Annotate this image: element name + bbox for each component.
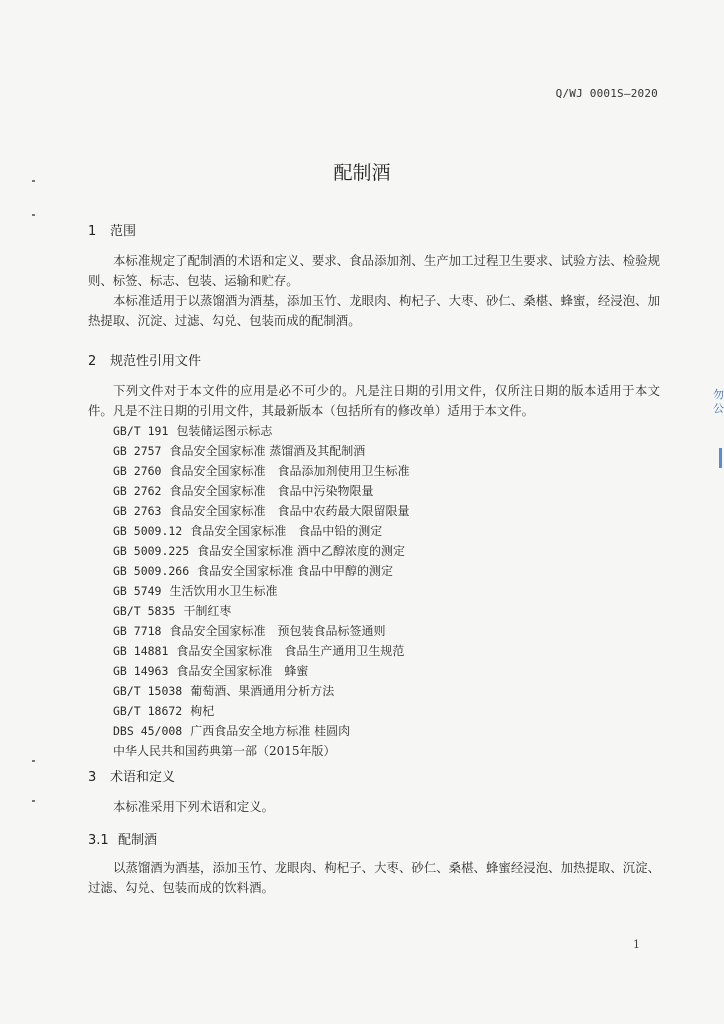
reference-code: GB 14881 <box>113 644 169 658</box>
reference-code: GB/T 18672 <box>113 704 183 718</box>
list-item <box>113 501 409 521</box>
reference-title: 食品安全国家标准 蒸馏酒及其配制酒 <box>169 444 366 458</box>
seal-stamp-fragment: 勿公 <box>713 388 724 415</box>
seal-stamp-mark <box>719 448 722 468</box>
list-item <box>113 701 409 721</box>
reference-code: GB/T 15038 <box>113 684 183 698</box>
reference-list <box>113 421 409 761</box>
reference-title: 食品安全国家标准 蜂蜜 <box>176 664 309 678</box>
reference-title: 枸杞 <box>190 704 215 718</box>
page-number: 1 <box>633 938 640 951</box>
section-2-heading <box>88 350 201 369</box>
list-item <box>113 601 409 621</box>
reference-title: 葡萄酒、果酒通用分析方法 <box>190 684 335 698</box>
document-title: 配制酒 <box>333 162 391 184</box>
document-code: Q/WJ 0001S—2020 <box>555 87 658 100</box>
scan-speck <box>32 180 35 182</box>
reference-title: 中华人民共和国药典第一部（2015年版） <box>113 744 336 758</box>
reference-code: GB 5009.266 <box>113 564 190 578</box>
section-number: 3.1 <box>88 833 109 848</box>
list-item <box>113 441 409 461</box>
list-item <box>113 521 409 541</box>
section-3-heading <box>88 766 175 785</box>
reference-code: GB 5009.12 <box>113 524 183 538</box>
list-item <box>113 541 409 561</box>
reference-code: GB 2760 <box>113 464 162 478</box>
reference-title: 食品安全国家标准 食品中农药最大限留限量 <box>169 504 410 518</box>
section-title: 范围 <box>110 224 137 239</box>
references-intro: 下列文件对于本文件的应用是必不可少的。凡是注日期的引用文件，仅所注日期的版本适用于本文件。凡是不注日期的引用文件，其最新版本（包括所有的修改单）适用于本文件。 <box>88 383 660 418</box>
list-item <box>113 421 409 441</box>
list-item <box>113 681 409 701</box>
reference-title: 食品安全国家标准 食品中甲醇的测定 <box>197 564 393 578</box>
reference-title: 食品安全国家标准 食品中铅的测定 <box>190 524 383 538</box>
reference-code: GB 2763 <box>113 504 162 518</box>
scan-speck <box>32 760 35 762</box>
reference-title: 食品安全国家标准 食品中污染物限量 <box>169 484 374 498</box>
reference-title: 食品安全国家标准 酒中乙醇浓度的测定 <box>197 544 405 558</box>
list-item <box>113 721 409 741</box>
list-item <box>113 481 409 501</box>
reference-code: GB 5749 <box>113 584 162 598</box>
reference-title: 生活饮用水卫生标准 <box>169 584 278 598</box>
reference-title: 广西食品安全地方标准 桂圆肉 <box>190 724 351 738</box>
reference-code: DBS 45/008 <box>113 724 183 738</box>
scan-speck <box>32 214 35 216</box>
list-item <box>113 461 409 481</box>
section-1-heading <box>88 220 136 239</box>
subsection-3-1-heading <box>88 829 157 848</box>
reference-title: 食品安全国家标准 预包装食品标签通则 <box>169 624 386 638</box>
scope-paragraph-2: 本标准适用于以蒸馏酒为酒基，添加玉竹、龙眼肉、枸杞子、大枣、砂仁、桑椹、蜂蜜，经浸泡、加热提取、沉淀、过滤、勾兑、包装而成的配制酒。 <box>88 293 660 328</box>
section-number: 3 <box>88 770 97 785</box>
list-item <box>113 741 409 761</box>
reference-title: 食品安全国家标准 食品添加剂使用卫生标准 <box>169 464 410 478</box>
section-number: 2 <box>88 354 97 369</box>
reference-code: GB 5009.225 <box>113 544 190 558</box>
list-item <box>113 581 409 601</box>
reference-title: 干制红枣 <box>183 604 232 618</box>
reference-code: GB/T 5835 <box>113 604 176 618</box>
section-title: 规范性引用文件 <box>110 354 202 369</box>
list-item <box>113 661 409 681</box>
list-item <box>113 641 409 661</box>
reference-code: GB/T 191 <box>113 424 169 438</box>
reference-code: GB 14963 <box>113 664 169 678</box>
definition-paragraph: 以蒸馏酒为酒基，添加玉竹、龙眼肉、枸杞子、大枣、砂仁、桑椹、蜂蜜经浸泡、加热提取、沉淀、过滤、勾兑、包装而成的饮料酒。 <box>88 860 660 895</box>
reference-code: GB 2757 <box>113 444 162 458</box>
section-title: 术语和定义 <box>110 770 176 785</box>
list-item <box>113 621 409 641</box>
reference-title: 食品安全国家标准 食品生产通用卫生规范 <box>176 644 405 658</box>
reference-title: 包装储运图示标志 <box>176 424 273 438</box>
scope-paragraph-1: 本标准规定了配制酒的术语和定义、要求、食品添加剂、生产加工过程卫生要求、试验方法、检验规则、标签、标志、包装、运输和贮存。 <box>88 253 660 288</box>
scan-speck <box>32 800 35 802</box>
reference-code: GB 7718 <box>113 624 162 638</box>
list-item <box>113 561 409 581</box>
reference-code: GB 2762 <box>113 484 162 498</box>
section-number: 1 <box>88 224 97 239</box>
section-title: 配制酒 <box>118 833 158 848</box>
terms-intro: 本标准采用下列术语和定义。 <box>113 799 275 814</box>
